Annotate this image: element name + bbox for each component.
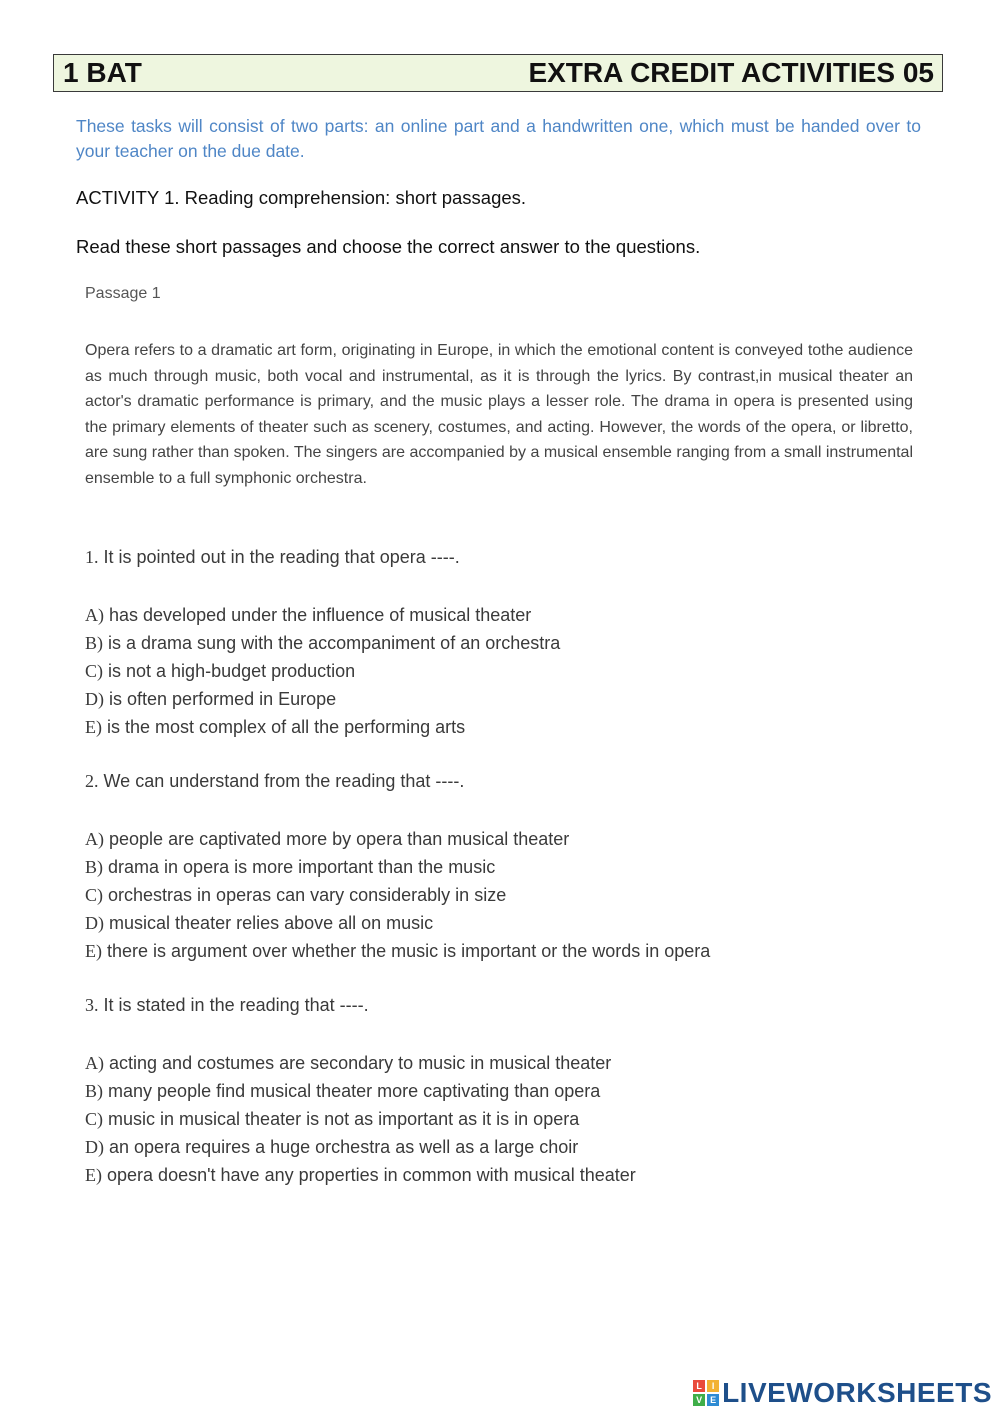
option-3a[interactable] xyxy=(85,1049,636,1077)
option-letter: E) xyxy=(85,1165,102,1185)
logo-wordmark: LIVEWORKSHEETS xyxy=(722,1377,992,1408)
logo-square-i: I xyxy=(707,1380,719,1392)
option-letter: C) xyxy=(85,885,103,905)
liveworksheets-logo[interactable] xyxy=(693,1376,992,1410)
option-letter: B) xyxy=(85,633,103,653)
question-1 xyxy=(85,547,460,568)
passage-label: Passage 1 xyxy=(85,285,161,302)
question-2 xyxy=(85,771,464,792)
option-letter: A) xyxy=(85,605,104,625)
option-2b[interactable] xyxy=(85,853,710,881)
option-2e[interactable] xyxy=(85,937,710,965)
worksheet-title: EXTRA CREDIT ACTIVITIES 05 xyxy=(528,57,934,88)
header-banner xyxy=(53,54,943,92)
logo-square-l: L xyxy=(693,1380,705,1392)
question-number: 3. xyxy=(85,995,99,1015)
option-text: is often performed in Europe xyxy=(109,689,337,709)
passage-text: Opera refers to a dramatic art form, originating in Europe, in which the emotional content is conveyed tothe audience as much through music, both vocal and instrumental, as it is through the lyrics. By contrast,in musical theater an actor's dramatic performance is primary, and the music plays a lesser role. The drama in opera is presented using the primary elements of theater such as scenery, costumes, and acting. However, the words of the opera, or libretto, are sung rather than spoken. The singers are accompanied by a musical ensemble ranging from a small instrumental ensemble to a full symphonic orchestra. xyxy=(85,342,913,487)
option-letter: D) xyxy=(85,913,104,933)
option-1d[interactable] xyxy=(85,685,560,713)
intro-text: These tasks will consist of two parts: an online part and a handwritten one, which must be handed over to your teacher on the due date. xyxy=(76,116,921,161)
option-letter: C) xyxy=(85,661,103,681)
option-text: has developed under the influence of musical theater xyxy=(109,605,532,625)
option-text: acting and costumes are secondary to music in musical theater xyxy=(109,1053,612,1073)
option-letter: B) xyxy=(85,1081,103,1101)
option-1c[interactable] xyxy=(85,657,560,685)
question-2-options xyxy=(85,825,710,965)
option-2a[interactable] xyxy=(85,825,710,853)
liveworksheets-logo-icon xyxy=(693,1380,719,1406)
option-letter: A) xyxy=(85,829,104,849)
logo-square-e: E xyxy=(707,1394,719,1406)
option-letter: E) xyxy=(85,717,102,737)
option-3c[interactable] xyxy=(85,1105,636,1133)
option-text: orchestras in operas can vary considerably in size xyxy=(108,885,507,905)
question-text: It is pointed out in the reading that opera ----. xyxy=(103,547,460,567)
option-text: is the most complex of all the performing arts xyxy=(107,717,466,737)
option-text: an opera requires a huge orchestra as well as a large choir xyxy=(109,1137,579,1157)
option-letter: D) xyxy=(85,689,104,709)
option-text: drama in opera is more important than the music xyxy=(108,857,496,877)
option-text: people are captivated more by opera than musical theater xyxy=(109,829,570,849)
question-number: 1. xyxy=(85,547,99,567)
option-3d[interactable] xyxy=(85,1133,636,1161)
option-text: music in musical theater is not as important as it is in opera xyxy=(108,1109,580,1129)
logo-square-v: V xyxy=(693,1394,705,1406)
question-number: 2. xyxy=(85,771,99,791)
activity-instructions: Read these short passages and choose the correct answer to the questions. xyxy=(76,236,701,257)
option-3b[interactable] xyxy=(85,1077,636,1105)
option-letter: A) xyxy=(85,1053,104,1073)
question-text: We can understand from the reading that ----. xyxy=(103,771,465,791)
option-1b[interactable] xyxy=(85,629,560,657)
question-text: It is stated in the reading that ----. xyxy=(103,995,369,1015)
option-3e[interactable] xyxy=(85,1161,636,1189)
option-text: is a drama sung with the accompaniment of an orchestra xyxy=(108,633,561,653)
option-text: is not a high-budget production xyxy=(108,661,356,681)
option-2d[interactable] xyxy=(85,909,710,937)
option-1e[interactable] xyxy=(85,713,560,741)
question-1-options xyxy=(85,601,560,741)
option-text: opera doesn't have any properties in common with musical theater xyxy=(107,1165,636,1185)
course-label: 1 BAT xyxy=(63,57,142,88)
option-letter: E) xyxy=(85,941,102,961)
option-2c[interactable] xyxy=(85,881,710,909)
activity-title: ACTIVITY 1. Reading comprehension: short passages. xyxy=(76,187,527,208)
question-3 xyxy=(85,995,369,1016)
option-text: there is argument over whether the music is important or the words in opera xyxy=(107,941,711,961)
option-letter: D) xyxy=(85,1137,104,1157)
option-text: musical theater relies above all on music xyxy=(109,913,434,933)
option-1a[interactable] xyxy=(85,601,560,629)
option-letter: C) xyxy=(85,1109,103,1129)
option-text: many people find musical theater more captivating than opera xyxy=(108,1081,601,1101)
option-letter: B) xyxy=(85,857,103,877)
question-3-options xyxy=(85,1049,636,1189)
